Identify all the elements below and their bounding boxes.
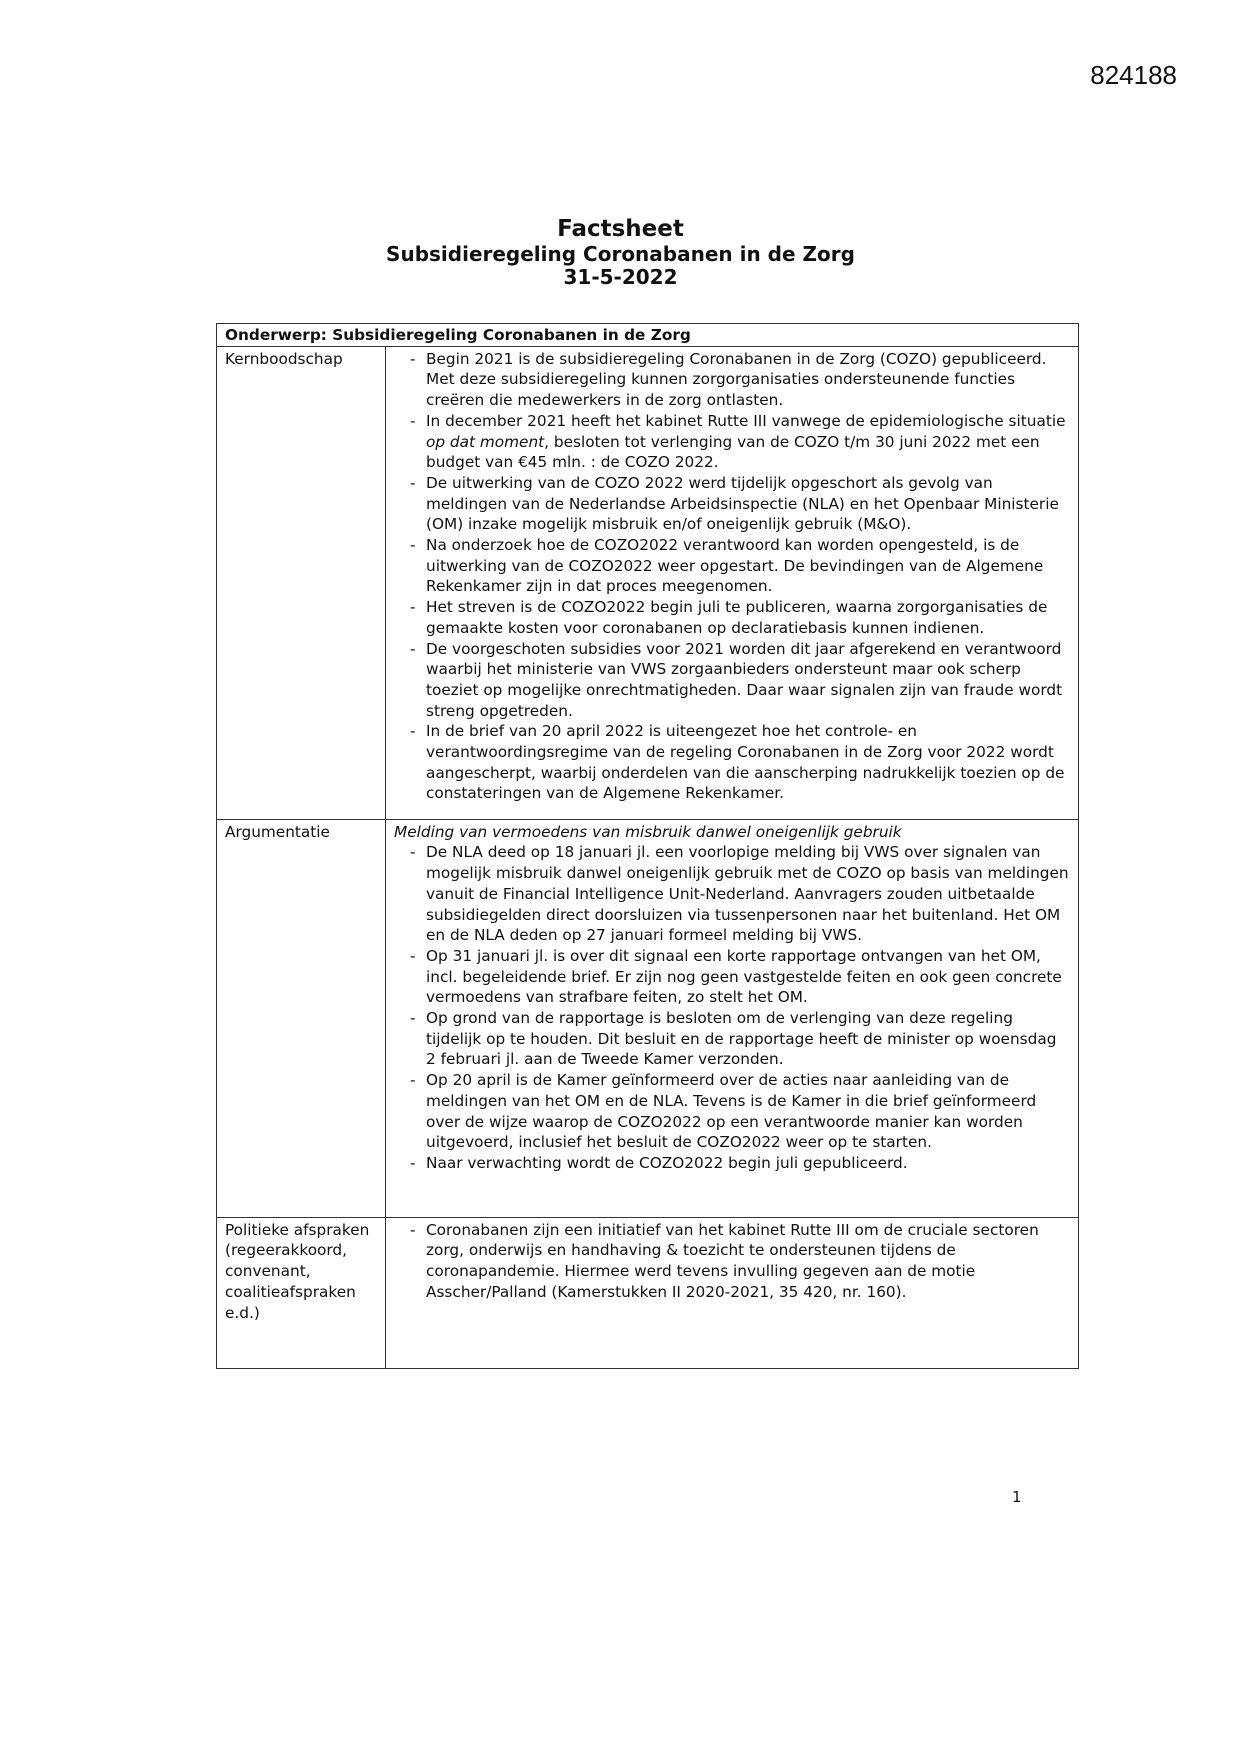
bullet-item: - De NLA deed op 18 januari jl. een voorlopige melding bij VWS over signalen van mogelijk misbruik danwel oneigenlijk gebruik met de COZO op basis van meldingen vanuit de Financial Intelligence Unit-Nederland. Aanvragers zouden uitbetaalde subsidiegelden direct doorsluizen via tussenpersonen naar het buitenland. Het OM en de NLA deden op 27 januari formeel melding bij VWS. <box>410 843 1069 945</box>
section-intro: Melding van vermoedens van misbruik danwel oneigenlijk gebruik <box>394 822 902 841</box>
factsheet-table <box>216 323 1079 1369</box>
bullet-list <box>394 1220 1070 1303</box>
page-date: 31-5-2022 <box>563 265 678 290</box>
page-number: 1 <box>1012 1488 1022 1506</box>
bullet-item: - Op 31 januari jl. is over dit signaal een korte rapportage ontvangen van het OM, incl. begeleidende brief. Er zijn nog geen vastgestelde feiten en ook geen concrete vermoedens van strafbare feiten, zo stelt het OM. <box>410 946 1062 1007</box>
title-block <box>0 216 1241 290</box>
bullet-item: - Op grond van de rapportage is besloten om de verlenging van deze regeling tijdelijk op te houden. Dit besluit en de rapportage heeft de minister op woensdag 2 februari jl. aan de Tweede Kamer verzonden. <box>410 1009 1057 1069</box>
document-number: 824188 <box>1090 60 1177 90</box>
bullet-item: - De uitwerking van de COZO 2022 werd tijdelijk opgeschort als gevolg van meldingen van de Nederlandse Arbeidsinspectie (NLA) en het Openbaar Ministerie (OM) inzake mogelijk misbruik en/of oneigenlijk gebruik (M&O). <box>410 473 1059 534</box>
row-label: Kernboodschap <box>217 346 386 819</box>
row-label: Politieke afspraken (regeerakkoord, convenant, coalitieafspraken e.d.) <box>217 1217 386 1368</box>
page-title: Factsheet <box>557 216 684 242</box>
bullet-item: - Begin 2021 is de subsidieregeling Coronabanen in de Zorg (COZO) gepubliceerd. Met deze subsidieregeling kunnen zorgorganisaties ondersteunende functies creëren die medewerkers in de zorg ontlasten. <box>410 349 1047 410</box>
table-row-argumentatie <box>217 819 1079 1217</box>
row-content <box>386 1217 1079 1368</box>
bullet-item: - Na onderzoek hoe de COZO2022 verantwoord kan worden opengesteld, is de uitwerking van de COZO2022 weer opgestart. De bevindingen van de Algemene Rekenkamer zijn in dat proces meegenomen. <box>410 536 1044 596</box>
bullet-item: - Coronabanen zijn een initiatief van het kabinet Rutte III om de cruciale sectoren zorg, onderwijs en handhaving & toezicht te ondersteunen tijdens de coronapandemie. Hiermee werd tevens invulling gegeven aan de motie Asscher/Palland (Kamerstukken II 2020-2021, 35 420, nr. 160). <box>410 1220 1039 1301</box>
bullet-item: - Naar verwachting wordt de COZO2022 begin juli gepubliceerd. <box>410 1153 908 1172</box>
bullet-list <box>394 349 1070 804</box>
bullet-item: - In december 2021 heeft het kabinet Rutte III vanwege de epidemiologische situatie op dat moment, besloten tot verlenging van de COZO t/m 30 juni 2022 met een budget van €45 mln. : de COZO 2022. <box>410 411 1066 472</box>
row-label: Argumentatie <box>217 819 386 1217</box>
page-subtitle: Subsidieregeling Coronabanen in de Zorg <box>386 241 855 266</box>
bullet-item: - Op 20 april is de Kamer geïnformeerd over de acties naar aanleiding van de meldingen van het OM en de NLA. Tevens is de Kamer in die brief geïnformeerd over de wijze waarop de COZO2022 op een verantwoorde manier kan worden uitgevoerd, inclusief het besluit de COZO2022 weer op te starten. <box>410 1071 1037 1152</box>
table-row-kernboodschap <box>217 346 1079 819</box>
bullet-item: - De voorgeschoten subsidies voor 2021 worden dit jaar afgerekend en verantwoord waarbij het ministerie van VWS zorgaanbieders ondersteunt maar ook scherp toeziet op mogelijke onrechtmatigheden. Daar waar signalen zijn van fraude wordt streng opgetreden. <box>410 639 1063 720</box>
bullet-item: - Het streven is de COZO2022 begin juli te publiceren, waarna zorgorganisaties de gemaakte kosten voor coronabanen op declaratiebasis kunnen indienen. <box>410 598 1048 637</box>
row-content <box>386 346 1079 819</box>
table-row-politieke-afspraken <box>217 1217 1079 1368</box>
bullet-list <box>394 842 1070 1173</box>
row-content <box>386 819 1079 1217</box>
bullet-item: - In de brief van 20 april 2022 is uiteengezet hoe het controle- en verantwoordingsregime van de regeling Coronabanen in de Zorg voor 2022 wordt aangescherpt, waarbij onderdelen van die aanscherping nadrukkelijk toezien op de constateringen van de Algemene Rekenkamer. <box>410 722 1065 803</box>
table-header-row <box>217 324 1079 347</box>
table-header: Onderwerp: Subsidieregeling Coronabanen in de Zorg <box>217 324 1079 347</box>
